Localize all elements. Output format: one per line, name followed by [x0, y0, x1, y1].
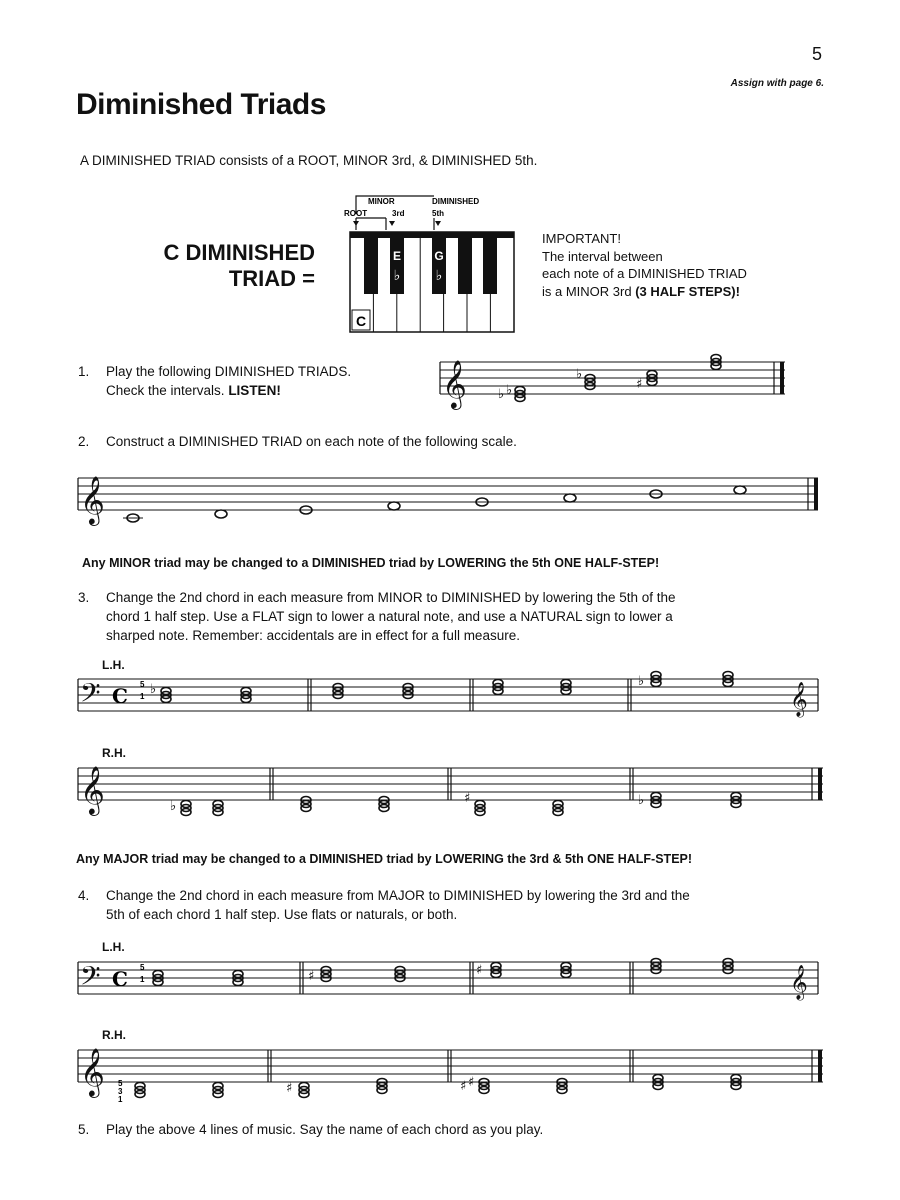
staff-exercise-3-lh [78, 675, 828, 725]
svg-text:♭: ♭ [506, 383, 513, 398]
svg-text:𝄢: 𝄢 [80, 677, 101, 715]
svg-text:5: 5 [140, 963, 145, 972]
svg-text:1: 1 [140, 975, 145, 984]
svg-text:5: 5 [140, 680, 145, 689]
important-line2: each note of a DIMINISHED TRIAD [542, 266, 747, 281]
key-c: C [355, 313, 367, 329]
rule-major: Any MAJOR triad may be changed to a DIMINISHED triad by LOWERING the 3rd & 5th ONE HALF-STEP! [76, 852, 693, 866]
svg-text:♭: ♭ [638, 674, 645, 689]
important-note [542, 230, 747, 300]
svg-text:𝄞: 𝄞 [80, 765, 105, 814]
page-title: Diminished Triads [76, 88, 326, 121]
rh-label-4: R.H. [102, 1028, 126, 1042]
label-3rd: 3rd [392, 209, 405, 218]
key-g-flat: ♭ [435, 268, 443, 284]
key-e: E [392, 249, 402, 263]
svg-text:♭: ♭ [170, 799, 177, 814]
key-e-flat: ♭ [393, 268, 401, 284]
svg-text:C: C [112, 684, 128, 708]
c-diminished-label [100, 240, 315, 292]
exercise-2: 2. Construct a DIMINISHED TRIAD on each note of the following scale. [78, 434, 517, 449]
important-line1: The interval between [542, 248, 663, 264]
svg-text:𝄞: 𝄞 [790, 682, 808, 717]
intro-text: A DIMINISHED TRIAD consists of a ROOT, MINOR 3rd, & DIMINISHED 5th. [80, 153, 538, 168]
rule-minor: Any MINOR triad may be changed to a DIMINISHED triad by LOWERING the 5th ONE HALF-STEP! [82, 556, 660, 570]
label-5th: 5th [432, 209, 444, 218]
svg-text:𝄞: 𝄞 [790, 965, 808, 1000]
page-number: 5 [812, 44, 823, 64]
exercise-3: 3. Change the 2nd chord in each measure from MINOR to DIMINISHED by lowering the 5th of the chord 1 half step. Use a FLAT sign to lower a natural note, and use a NATURAL sign to lower a sharped note. Remember: accidentals are in effect for a full measure. [78, 590, 676, 643]
svg-text:♭: ♭ [498, 387, 505, 402]
label-root: ROOT [344, 209, 368, 218]
c-diminished-line2: TRIAD = [228, 266, 315, 291]
svg-text:𝄢: 𝄢 [80, 960, 101, 998]
lh-label-4: L.H. [102, 940, 125, 954]
staff-exercise-4-lh [78, 958, 828, 1008]
keyboard-diagram [340, 188, 520, 338]
svg-text:♭: ♭ [638, 793, 645, 808]
svg-text:♯: ♯ [464, 791, 471, 806]
svg-text:C: C [112, 967, 128, 991]
svg-text:♯: ♯ [286, 1081, 293, 1096]
important-line3: is a MINOR 3rd (3 HALF STEPS)! [542, 283, 740, 299]
exercise-5: 5. Play the above 4 lines of music. Say the name of each chord as you play. [78, 1122, 544, 1137]
label-minor: MINOR [368, 197, 395, 206]
lh-label-3: L.H. [102, 658, 125, 672]
staff-exercise-2 [78, 468, 828, 528]
svg-text:♭: ♭ [576, 367, 583, 382]
svg-text:3: 3 [118, 1087, 123, 1096]
important-heading: IMPORTANT! [542, 231, 621, 246]
staff-exercise-1 [440, 350, 800, 410]
assign-note: Assign with page 6. [730, 78, 824, 89]
svg-text:♯: ♯ [636, 377, 643, 392]
svg-text:♭: ♭ [150, 682, 157, 697]
exercise-1: 1. Play the following DIMINISHED TRIADS. Check the intervals. LISTEN! [78, 364, 352, 398]
svg-text:1: 1 [140, 692, 145, 701]
exercise-4: 4. Change the 2nd chord in each measure from MAJOR to DIMINISHED by lowering the 3rd and the 5th of each chord 1 half step. Use flats or naturals, or both. [78, 888, 690, 922]
staff-exercise-4-rh [78, 1042, 828, 1112]
treble-clef: 𝄞 [442, 359, 467, 408]
svg-text:♯: ♯ [460, 1079, 467, 1094]
svg-text:𝄞: 𝄞 [80, 1047, 105, 1096]
label-diminished: DIMINISHED [432, 197, 480, 206]
c-diminished-line1: C DIMINISHED [163, 240, 315, 265]
svg-text:♯: ♯ [468, 1075, 475, 1090]
svg-text:5: 5 [118, 1079, 123, 1088]
svg-text:1: 1 [118, 1095, 123, 1104]
svg-text:𝄞: 𝄞 [80, 475, 105, 524]
key-g: G [434, 249, 444, 263]
svg-text:♯: ♯ [476, 963, 483, 978]
svg-text:♯: ♯ [308, 969, 315, 984]
staff-exercise-3-rh [78, 760, 828, 820]
rh-label-3: R.H. [102, 746, 126, 760]
